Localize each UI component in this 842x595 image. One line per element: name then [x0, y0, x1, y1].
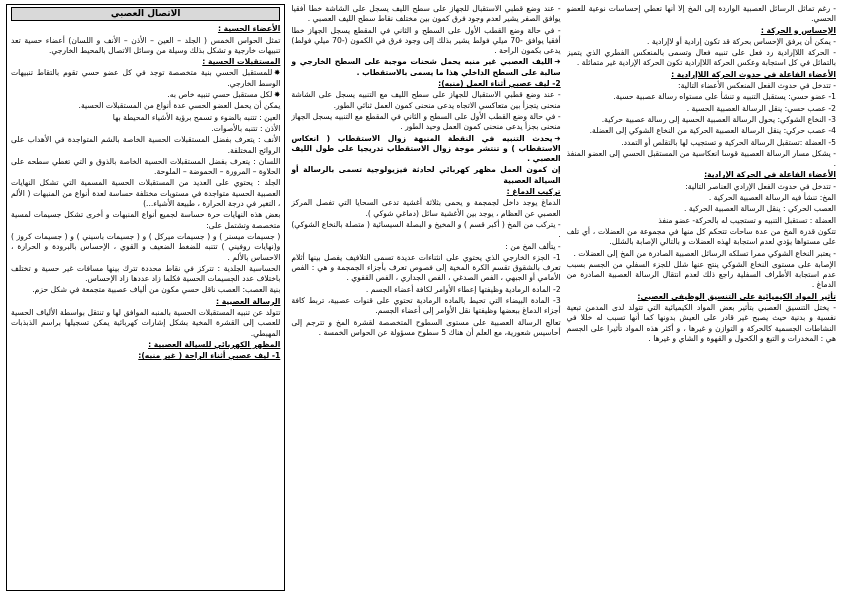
paragraph-receptor-2 — [11, 90, 280, 100]
paragraph-tongue: اللسان : يتعرف بفضل المستقبلات الحسية الخاصة بالذوق و التي تغطي سطحه على الحلاوة – المرورة – الحموضة – الملوحة. — [11, 156, 281, 177]
paragraph-voluntary-elements: - تتدخل في حدوث الفعل الإرادي العناصر التالية: — [685, 181, 836, 191]
page-title: الاتصال العصبي — [11, 7, 280, 21]
heading-voluntary-organs: الأعضاء الفاعلة في الحركة الإرادية: — [704, 170, 836, 180]
receptor-1-text: للمستقبل الحسي بنية متخصصة توجد في كل عضو حسي تقوم بالتقاط تنبيهات الوسط الخارجي. — [11, 68, 281, 88]
paragraph-sense-organs: تمثل الحواس الخمس ( الجلد – العين – الأذن – الأنف و اللسان) أعضاء حسية تعد تنبيهات خارجية و تشكل بذلك وسيلة من وسائل الاتصال بالمحيط الخارجي. — [11, 35, 281, 55]
paragraph-white-matter: 3- المادة البيضاء التي تحيط بالمادة الرمادية تحتوي على قنوات عصبية، تربط كافة أجزاء الدماغ ببعضها وظيفتها نقل الأوامر إلى أعضاء الجسم. — [291, 296, 561, 316]
heading-involuntary-organs: الأعضاء الفاعلة في حدوث الحركة اللاإرادية : — [671, 69, 836, 79]
paragraph-nose: الأنف : يتعرف بفضل المستقبلات الحسية الخاصة بالشم المتواجدة في الأهداب على الروائح المختلفة. — [11, 135, 281, 155]
paragraph-free-endings: بعض هذه النهايات حرة حساسة لجميع أنواع المنبهات و أخرى تشكل جسيمات لمسية متخصصة وتشتمل على: — [11, 210, 281, 230]
heading-sense-organs: الأعضاء الحسية : — [217, 24, 281, 34]
paragraph-receptor-1 — [11, 68, 280, 89]
paragraph-cerebrum-composed: - يتألف المخ من : — [505, 241, 561, 251]
heading-chemical-effects: تأثير المواد الكيميائية على التنسيق الوظيفي العصبي: — [637, 291, 836, 301]
paragraph-sense-organ: 1- عضو حسي: يستقبل التنبيه و تنشأ على مستواه رسالة عصبية حسية. — [613, 92, 836, 102]
paragraph-depolarization — [291, 134, 560, 165]
polarization-text: الليف العصبي غير منبه يحمل شحنات موجبة على السطح الخارجي و سالبة على السطح الداخلي هذا ما يسمى بالاستقطاب . — [291, 57, 561, 77]
paragraph-muscle: 5- العضلة :تستقبل الرسالة الحركية و تستجيب لها بالتقلص أو التمدد. — [621, 137, 836, 147]
paragraph-grey-matter: 2- المادة الرمادية وظيفتها إعطاء الأوامر لكافة أعضاء الجسم . — [365, 284, 561, 294]
paragraph-spinal-pathway: - يعتبر النخاع الشوكي ممرا تسلكه الرسائل العصبية الصادرة من المخ إلى العضلات . — [573, 248, 836, 258]
heading-brain-structure: تركيب الدماغ : — [506, 187, 561, 197]
column-1 — [6, 4, 285, 591]
paragraph-chemical-effects: - يختل التنسيق العصبي بتأثير بعض المواد الكيميائية التي تتولد لدى المدمن تبعية نفسية و بدنية حيث يصبح غير قادر على العيش بدونها كما أنها تسبب له خللا في النشاطات الجسمية كالحركة و التوازن و غيرها ، و أكثر هذه المواد تأثيرا على الجسم هي : المخدرات و التبغ و الكحول و القهوة و الشاي و غيرها . — [566, 303, 836, 343]
heading-electric-aspect: المظهر الكهربائي للسيالة العصبية : — [148, 339, 281, 349]
paragraph-cerebrum-role: المخ: تنشأ فيه الرسالة العصبية الحركية . — [708, 193, 836, 203]
paragraph-reflex-organs: - تتدخل في حدوث الفعل المنعكس الأعضاء التالية: — [678, 81, 836, 91]
heading-fiber-active: 2- ليف عصبي أثناء العمل (منبه): — [438, 79, 561, 89]
paragraph-motor-areas: تتكون قدرة المخ من عدة ساحات تتحكم كل منها في مجموعة من العضلات ، أي تلف على مستواها يؤدي لعدم استجابة لهذه العضلات و بالتالي الإصابة بالشلل. — [566, 226, 836, 247]
paragraph-rest-surface: - عند وضع قطبي الاستقبال للجهاز على سطح الليف يسجل على الشاشة خطا أفقيا يوافق الصفر يشير لعدم وجود فرق كمون بين مختلف نقاط سطح الليف العصبي . — [291, 4, 561, 24]
paragraph-eye: العين : تتنبه بالضوء و تسمح برؤية الأشياء المحيطة بها — [112, 112, 281, 122]
paragraph-brain-meninges: الدماغ يوجد داخل لجمجمة و يحمى بثلاثة أغشية تدعى السحايا التي تفصل المركز العصبي عن العظام ، يوجد بين الأغشية سائل (دماغي شوكي ). — [291, 198, 561, 218]
paragraph-spinal-injury: الإصابة على مستوى النخاع الشوكي ينتج عنها شلل للجزء السفلي من الجسم بسبب عدم استجابة الأطراف السفلية راجع ذلك لعدم انتقال الرسالة العصبية الصادرة من الدماغ . — [566, 259, 836, 290]
heading-nerve-message: الرسالة العصبية : — [216, 296, 281, 306]
paragraph-reflex: - الحركة اللاإرادية رد فعل على تنبيه فعال وتسمى بالمنعكس الفطري الذي يتميز بالتماثل في كل استجابة وعكس الحركة اللاإرادية تكون الحركة الإرادية غير متماثلة . — [566, 48, 836, 68]
paragraph-spinal-cord: 3- النخاع الشوكي: يحول الرسالة العصبية الحسية إلى رسالة عصبية حركية. — [601, 114, 836, 124]
paragraph-reflex-arc: - يشكل مسار الرسالة العصبية قوسا انعكاسية من المستقبل الحسي إلى العضو المنفذ . — [566, 148, 836, 169]
paragraph-sensory-nerve: 2- عصب حسي: ينقل الرسالة العصبية الحسية . — [686, 103, 836, 113]
paragraph-rest-potential: - في حالة وضع القطب الأول على السطح و الثاني في المقطع يسجل الجهاز خطا أفقيا يوافق -70 ميلي فولط يشير بذلك إلى وجود فرق في الكمون (-70 ميلي فولط) يدعى بكمون الراحة . — [291, 25, 561, 56]
paragraph-muscle-role: العضلة : تستقبل التنبيه و تستجيب له بالحركة- عضو منفذ — [658, 215, 836, 225]
paragraph-receptor-types: يمكن أن يحمل العضو الحسي عدة أنواع من المستقبلات الحسية. — [78, 101, 281, 111]
paragraph-motor-nerve-role: العصب الحركي : ينقل الرسالة العصبية الحركية . — [684, 204, 836, 214]
arrow-bullet-icon: ➜ — [554, 57, 561, 67]
paragraph-skin-sensitivity: الحساسية الجلدية : تتركز في نقاط محددة تترك بينها مسافات غير حسية و تختلف باختلاف عدد الجسيمات الحسية فكلما زاد عددها زاد الإحساس. — [11, 263, 281, 284]
arrow-bullet-icon: ➜ — [554, 133, 561, 143]
heading-receptors: المستقبلات الحسية : — [202, 57, 281, 67]
paragraph-nerve-message: تتولد عن تنبيه المستقبلات الحسية بالمنبه الموافق لها و تنتقل بواسطة الألياف الحسية للعصب إلى القشرة المخية بشكل إشارات كهربائية يمكن تسجيلها براسم الذبذبات المهبطي. — [11, 308, 281, 338]
column-3 — [567, 4, 836, 591]
heading-sensation-movement: الإحساس و الحركة : — [760, 25, 836, 35]
paragraph-brain-parts: - يتركب من المخ ( أكبر قسم ) و المخيخ و البصلة السيسائية ( متصلة بالنخاع الشوكي) . — [291, 219, 561, 240]
paragraph-biphasic: - عند وضع قطبي الاستقبال للجهاز على سطح الليف مع التنبيه يسجل على الشاشة منحنى يتجزأ بين متعاكسي الاتجاه يدعى منحنى كمون العمل ثنائي الطور. — [291, 90, 561, 110]
star-bullet-icon: ✸ — [273, 68, 281, 78]
paragraph-action-potential: إن كمون العمل مظهر كهربائي لحادثة فيزيولوجية تسمى بالرسالة أو السيالة العصبية — [291, 165, 561, 185]
paragraph-movement-types: - يمكن أن يرفق الإحساس بحركة قد تكون إرادية أو لاإرادية . — [647, 36, 836, 46]
paragraph-skin: الجلد : يحتوي على العديد من المستقبلات الحسية المسمية التي تشكل النهايات العصبية الحسية متواجدة في مستويات مختلفة حساسة لعدة أنواع من المنبهات ( الألم ، التغير في درجة الحرارة ، طبيعة الأشياء...) — [11, 178, 281, 209]
receptor-2-text: لكل مستقبل حسي تنبيه خاص به. — [167, 90, 273, 100]
paragraph-nerve-structure: بنية العصب: العصب ناقل حسي مكون من ألياف عصبية متجمعة في شكل حزم. — [32, 285, 281, 295]
paragraph-motor-nerve: 4- عصب حركي: ينقل الرسالة العصبية الحركية من النخاع الشوكي إلى العضلة. — [589, 126, 836, 136]
star-bullet-icon: ✸ — [273, 90, 281, 100]
paragraph-corpuscles: ( جسيمات ميسنر ) و ( جسيمات ميركل ) و ( جسيمات باسيني ) و ( جسيمات كروز ) و(نهايات روفيني ) تتنبه للضغط الضعيف و القوي ، الإحساس بالبرودة و الحرارة ، الاحساس بالألم . — [11, 231, 281, 262]
depolarization-text: يحدث التنبيه في النقطة المنبهة زوال الاستقطاب ( انعكاس الاستقطاب ) و تنتشر موجة زوال الاستقطاب تدريجيا على طول الليف العصبي . — [291, 133, 561, 164]
column-2 — [291, 4, 560, 591]
paragraph-specific-sensations: - رغم تماثل الرسائل العصبية الواردة إلى المخ إلا أنها تعطي إحساسات نوعية للعضو الحسي. — [566, 4, 836, 24]
paragraph-polarization — [291, 57, 560, 78]
paragraph-cortex-processing: تعالج الرسالة العصبية على مستوى السطوح المتخصصة لقشرة المخ و تترجم إلى أحاسيس شعورية، مع العلم أن هناك 5 سطوح مسؤولة عن الحواس الخمسة . — [291, 317, 561, 337]
heading-fiber-at-rest: 1- ليف عصبي أثناء الراحة ( غير منبه): — [138, 351, 281, 361]
paragraph-cortex-lobes: 1- الجزء الخارجي الذي يحتوي على انثناءات عديدة تسمى التلافيف يفصل بينها أثلام تعرف بالشقوق تقسم الكرة المخية إلى فصوص تعرف بأجزاء الجمجمة و هي : الفص الأمامي أو الجبهي ، الفص الصدغي ، الفص الجداري ، الفص القفوي . — [291, 252, 561, 283]
paragraph-monophasic: - في حالة وضع القطب الأول على السطح و الثاني في المقطع مع التنبيه يسجل الجهاز منحنى بجزأ يدعى منحنى كمون العمل وحيد الطور . — [291, 111, 561, 132]
paragraph-ear: الأذن : تتنبه بالأصوات. — [211, 123, 281, 133]
